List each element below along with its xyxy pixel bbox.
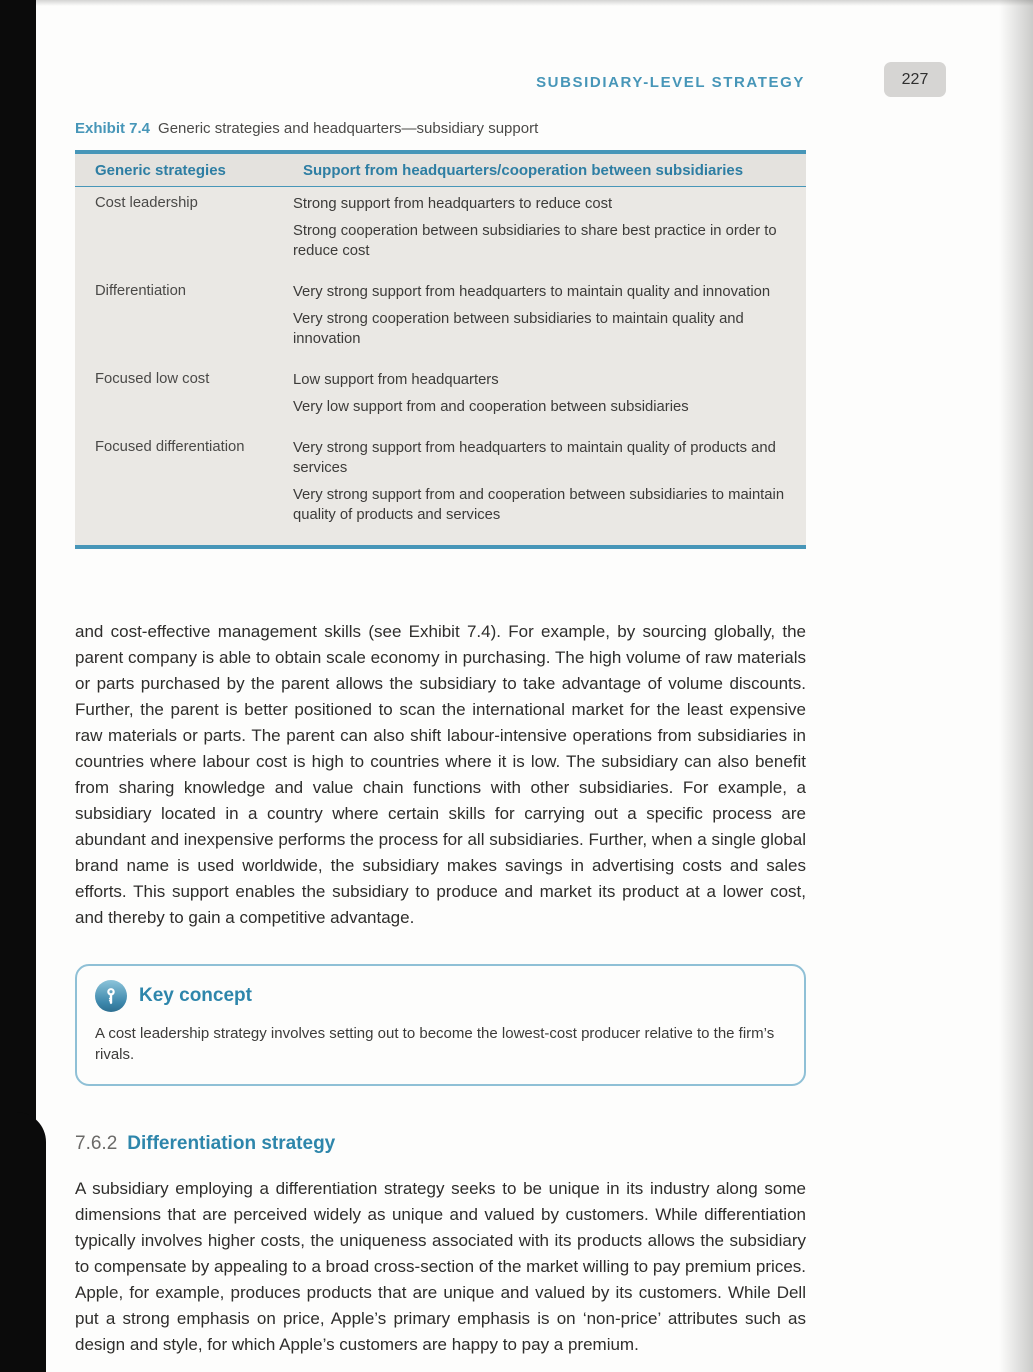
support-line: Very strong support from headquarters to maintain quality of products and services <box>293 439 776 476</box>
table-header-strategies: Generic strategies <box>95 162 226 179</box>
table-header-row <box>75 154 806 187</box>
table-row <box>75 275 806 363</box>
support-line: Strong support from headquarters to reduce cost <box>293 196 613 212</box>
scan-edge-right <box>999 0 1033 1372</box>
support-line: Very strong support from and cooperation between subsidiaries to maintain quality of products and services <box>293 486 785 523</box>
exhibit-caption <box>75 120 806 137</box>
key-concept-header <box>95 980 784 1012</box>
exhibit-caption-text: Generic strategies and headquarters—subsidiary support <box>158 120 539 137</box>
table-row <box>75 431 806 545</box>
key-icon <box>95 980 127 1012</box>
running-head: SUBSIDIARY-LEVEL STRATEGY <box>536 74 805 91</box>
page-content <box>75 120 806 1358</box>
page-number <box>884 62 946 97</box>
exhibit-table <box>75 150 806 549</box>
support-cell <box>283 437 806 535</box>
support-cell <box>283 281 806 359</box>
table-row <box>75 363 806 431</box>
exhibit-label: Exhibit 7.4 <box>75 120 151 137</box>
support-line: Very low support from and cooperation between subsidiaries <box>293 398 689 415</box>
support-cell <box>283 369 806 427</box>
strategy-cell: Differentiation <box>95 282 187 299</box>
support-line: Very strong cooperation between subsidiaries to maintain quality and innovation <box>293 310 744 347</box>
support-cell <box>283 193 806 271</box>
strategy-cell: Cost leadership <box>95 195 198 211</box>
scan-edge-top <box>36 0 1033 6</box>
support-line: Low support from headquarters <box>293 371 499 388</box>
body-paragraph-2: A subsidiary employing a differentiation strategy seeks to be unique in its industry along some dimensions that are perceived widely as unique and valued by customers. While differentiation typically involves higher costs, the uniqueness associated with its products allows the subsidiary to compensate by appealing to a broad cross-section of the market willing to pay premium prices. Apple, for example, produces products that are unique and valued by its customers. While Dell put a strong emphasis on price, Apple’s primary emphasis is on ‘non-price’ attributes such as design and style, for which Apple’s customers are happy to pay a premium. <box>75 1179 806 1355</box>
table-header-support: Support from headquarters/cooperation between subsidiaries <box>303 162 744 179</box>
support-line: Strong cooperation between subsidiaries to share best practice in order to reduce cost <box>293 222 777 259</box>
table-row <box>75 187 806 275</box>
support-line: Very strong support from headquarters to maintain quality and innovation <box>293 283 771 300</box>
section-title: Differentiation strategy <box>127 1133 336 1155</box>
section-number: 7.6.2 <box>75 1133 118 1155</box>
page-number-text: 227 <box>901 70 929 88</box>
body-paragraph-1: and cost-effective management skills (see Exhibit 7.4). For example, by sourcing globally, the parent company is able to obtain scale economy in purchasing. The high volume of raw materials or parts purchased by the parent allows the subsidiary to take advantage of volume discounts. Further, the parent is better positioned to scan the international market for the least expensive raw materials or parts. The parent can also shift labour-intensive operations from subsidiaries in countries where labour cost is high to countries where it is low. The subsidiary can also benefit from sharing knowledge and value chain functions with other subsidiaries. For example, a subsidiary located in a country where certain skills for carrying out a specific process are abundant and inexpensive performs the process for all subsidiaries. Further, when a single global brand name is used worldwide, the subsidiary makes savings in advertising costs and sales efforts. This support enables the subsidiary to produce and market its product at a lower cost, and thereby to gain a competitive advantage. <box>75 621 806 927</box>
strategy-cell: Focused low cost <box>95 370 210 387</box>
key-concept-title: Key concept <box>139 984 252 1006</box>
strategy-cell: Focused differentiation <box>95 438 245 455</box>
key-concept-text: A cost leadership strategy involves setting out to become the lowest-cost producer relative to the firm’s rivals. <box>95 1024 775 1064</box>
key-concept-box <box>75 964 806 1087</box>
scan-edge-left-bottom <box>0 1112 46 1372</box>
section-heading <box>75 1133 806 1155</box>
